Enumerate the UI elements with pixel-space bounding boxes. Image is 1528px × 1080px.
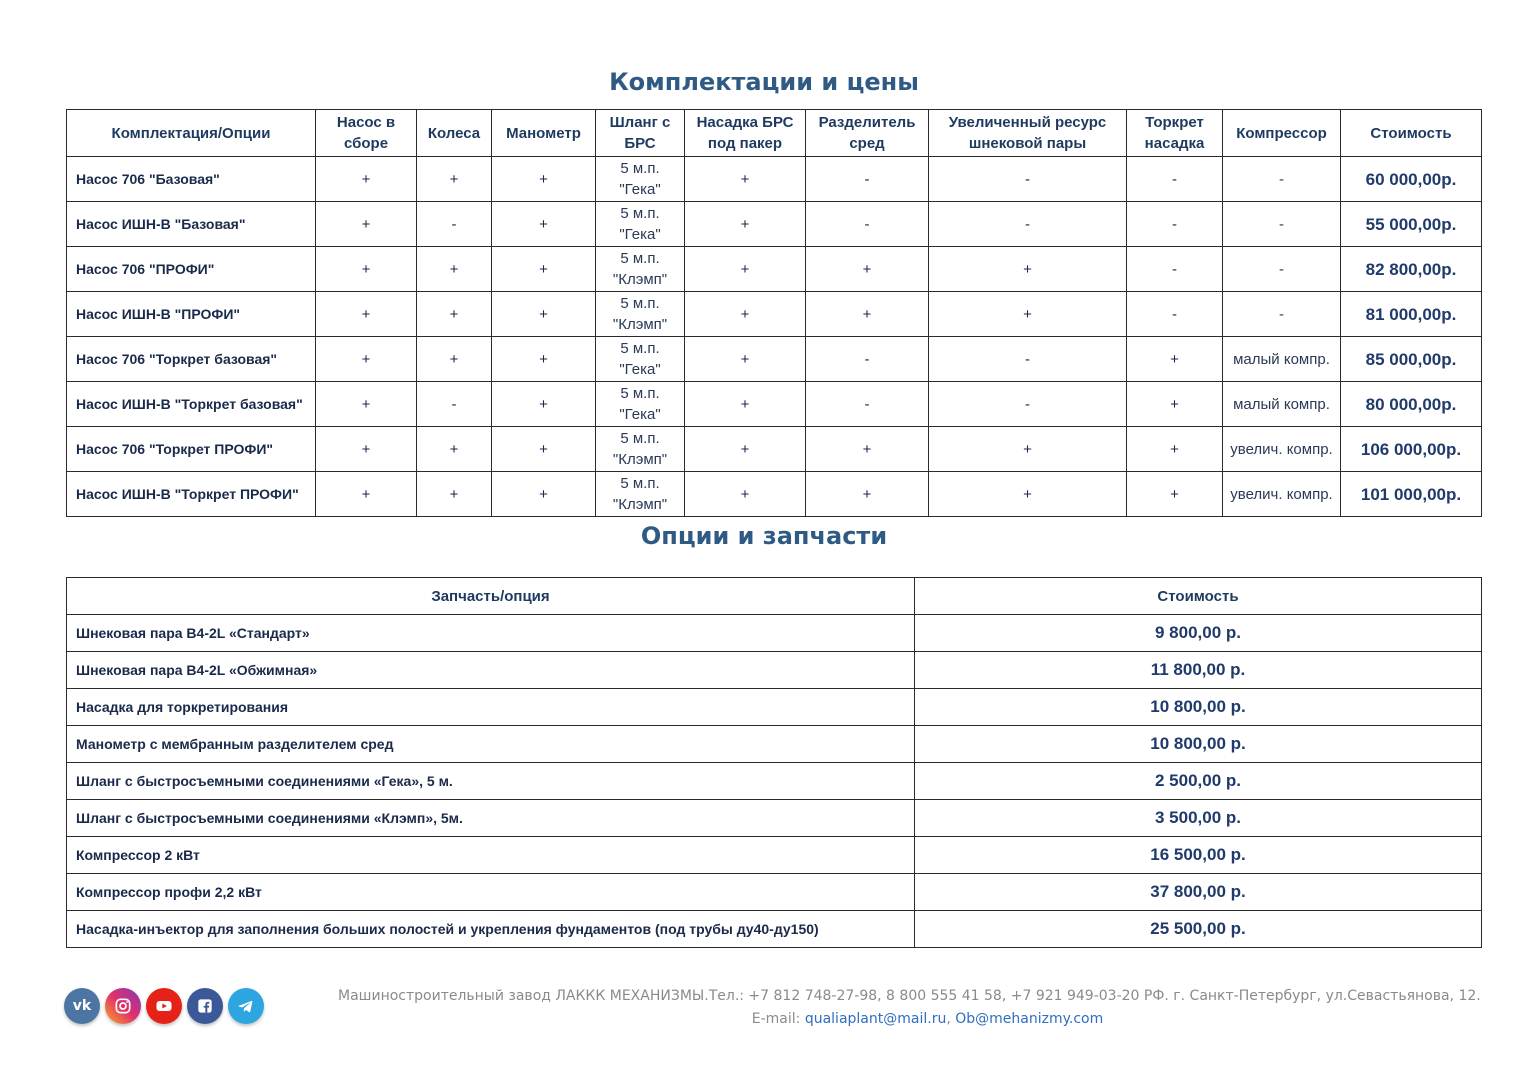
kit-option-cell: + <box>492 382 596 427</box>
kit-option-cell: - <box>417 202 492 247</box>
kits-column-header: Разделитель сред <box>806 110 929 157</box>
kit-hose-cell: 5 м.п. "Клэмп" <box>596 427 685 472</box>
parts-column-header: Стоимость <box>915 578 1482 615</box>
footer-emails <box>0 1011 1528 1027</box>
kit-option-cell: - <box>1127 247 1223 292</box>
part-price-cell: 37 800,00 р. <box>915 874 1482 911</box>
kits-table-row <box>67 427 1482 472</box>
kit-option-cell: + <box>1127 337 1223 382</box>
kit-price-cell: 106 000,00р. <box>1341 427 1482 472</box>
kit-option-cell: - <box>806 202 929 247</box>
kit-option-cell: + <box>417 292 492 337</box>
kit-compressor-cell: увелич. компр. <box>1223 472 1341 517</box>
kit-option-cell: - <box>806 382 929 427</box>
parts-table-row <box>67 911 1482 948</box>
kit-option-cell: + <box>316 292 417 337</box>
kit-option-cell: + <box>316 382 417 427</box>
kit-price-cell: 82 800,00р. <box>1341 247 1482 292</box>
kit-option-cell: - <box>806 157 929 202</box>
kit-option-cell: + <box>492 337 596 382</box>
parts-header-row <box>67 578 1482 615</box>
parts-table-row <box>67 874 1482 911</box>
kit-option-cell: + <box>316 202 417 247</box>
kit-name-cell: Насос 706 "Торкрет ПРОФИ" <box>67 427 316 472</box>
part-price-cell: 11 800,00 р. <box>915 652 1482 689</box>
part-price-cell: 25 500,00 р. <box>915 911 1482 948</box>
kit-option-cell: + <box>685 202 806 247</box>
kit-option-cell: + <box>806 292 929 337</box>
kit-option-cell: + <box>685 427 806 472</box>
kit-option-cell: + <box>685 292 806 337</box>
kits-table-row <box>67 247 1482 292</box>
kit-price-cell: 101 000,00р. <box>1341 472 1482 517</box>
part-price-cell: 2 500,00 р. <box>915 763 1482 800</box>
kit-option-cell: - <box>806 337 929 382</box>
kit-option-cell: + <box>316 472 417 517</box>
kits-table-row <box>67 157 1482 202</box>
kits-table-row <box>67 292 1482 337</box>
part-price-cell: 10 800,00 р. <box>915 689 1482 726</box>
kits-column-header: Насос в сборе <box>316 110 417 157</box>
kit-compressor-cell: - <box>1223 202 1341 247</box>
kit-price-cell: 80 000,00р. <box>1341 382 1482 427</box>
kit-name-cell: Насос 706 "Базовая" <box>67 157 316 202</box>
kit-hose-cell: 5 м.п. "Клэмп" <box>596 292 685 337</box>
part-price-cell: 10 800,00 р. <box>915 726 1482 763</box>
kits-table-row <box>67 202 1482 247</box>
kit-compressor-cell: малый компр. <box>1223 382 1341 427</box>
kit-option-cell: + <box>316 157 417 202</box>
kits-column-header: Насадка БРС под пакер <box>685 110 806 157</box>
kit-option-cell: - <box>929 202 1127 247</box>
kits-table-row <box>67 337 1482 382</box>
footer-contacts: Машиностроительный завод ЛАККК МЕХАНИЗМЫ.Тел.: +7 812 748-27-98, 8 800 555 41 58, +7 921 949-03-20 РФ. г. Санкт-Петербург, ул.Севастьянова, 12. <box>338 988 1481 1004</box>
kit-price-cell: 55 000,00р. <box>1341 202 1482 247</box>
kit-option-cell: - <box>1127 292 1223 337</box>
kit-price-cell: 60 000,00р. <box>1341 157 1482 202</box>
kit-hose-cell: 5 м.п. "Гека" <box>596 157 685 202</box>
part-name-cell: Шланг с быстросъемными соединениями «Гека», 5 м. <box>67 763 915 800</box>
parts-table-row <box>67 800 1482 837</box>
kit-option-cell: + <box>316 247 417 292</box>
parts-column-header: Запчасть/опция <box>67 578 915 615</box>
kit-price-cell: 81 000,00р. <box>1341 292 1482 337</box>
kits-table-row <box>67 472 1482 517</box>
kits-column-header: Увеличенный ресурс шнековой пары <box>929 110 1127 157</box>
part-name-cell: Манометр с мембранным разделителем сред <box>67 726 915 763</box>
kit-option-cell: + <box>685 382 806 427</box>
kit-option-cell: - <box>417 382 492 427</box>
kit-name-cell: Насос ИШН-В "Торкрет ПРОФИ" <box>67 472 316 517</box>
kit-option-cell: + <box>492 202 596 247</box>
kit-option-cell: + <box>417 427 492 472</box>
part-name-cell: Шланг с быстросъемными соединениями «Клэмп», 5м. <box>67 800 915 837</box>
kit-name-cell: Насос 706 "Торкрет базовая" <box>67 337 316 382</box>
kit-option-cell: + <box>806 427 929 472</box>
kit-option-cell: + <box>492 292 596 337</box>
part-price-cell: 9 800,00 р. <box>915 615 1482 652</box>
kit-option-cell: + <box>806 247 929 292</box>
part-name-cell: Шнековая пара В4-2L «Стандарт» <box>67 615 915 652</box>
kit-hose-cell: 5 м.п. "Клэмп" <box>596 472 685 517</box>
kit-option-cell: + <box>417 337 492 382</box>
kit-option-cell: - <box>1127 202 1223 247</box>
kit-compressor-cell: - <box>1223 247 1341 292</box>
kit-option-cell: + <box>929 292 1127 337</box>
kit-price-cell: 85 000,00р. <box>1341 337 1482 382</box>
kit-option-cell: + <box>806 472 929 517</box>
kit-hose-cell: 5 м.п. "Гека" <box>596 202 685 247</box>
kit-compressor-cell: увелич. компр. <box>1223 427 1341 472</box>
part-name-cell: Шнековая пара В4-2L «Обжимная» <box>67 652 915 689</box>
kit-name-cell: Насос ИШН-В "ПРОФИ" <box>67 292 316 337</box>
kit-option-cell: - <box>929 337 1127 382</box>
kits-column-header: Комплектация/Опции <box>67 110 316 157</box>
kits-price-table <box>66 109 1482 517</box>
email-label: E-mail: <box>751 1011 805 1027</box>
kit-option-cell: + <box>492 472 596 517</box>
kit-option-cell: + <box>417 157 492 202</box>
kits-column-header: Торкрет насадка <box>1127 110 1223 157</box>
part-name-cell: Насадка для торкретирования <box>67 689 915 726</box>
kit-option-cell: + <box>1127 472 1223 517</box>
parts-table-row <box>67 837 1482 874</box>
page-title-parts: Опции и запчасти <box>640 522 888 550</box>
email-separator: , <box>946 1011 956 1027</box>
kit-hose-cell: 5 м.п. "Гека" <box>596 382 685 427</box>
part-name-cell: Компрессор профи 2,2 кВт <box>67 874 915 911</box>
page-title-kits: Комплектации и цены <box>609 68 919 96</box>
kit-name-cell: Насос ИШН-В "Базовая" <box>67 202 316 247</box>
kit-option-cell: + <box>492 157 596 202</box>
part-price-cell: 3 500,00 р. <box>915 800 1482 837</box>
kit-compressor-cell: малый компр. <box>1223 337 1341 382</box>
part-name-cell: Компрессор 2 кВт <box>67 837 915 874</box>
parts-table-row <box>67 689 1482 726</box>
kit-option-cell: + <box>1127 427 1223 472</box>
email-link-mehanizmy[interactable]: Ob@mehanizmy.com <box>955 1011 1104 1027</box>
parts-table-row <box>67 615 1482 652</box>
kits-column-header: Шланг с БРС <box>596 110 685 157</box>
kits-column-header: Компрессор <box>1223 110 1341 157</box>
kit-option-cell: - <box>929 382 1127 427</box>
kit-option-cell: + <box>929 247 1127 292</box>
kit-hose-cell: 5 м.п. "Клэмп" <box>596 247 685 292</box>
email-link-qualiaplant[interactable]: qualiaplant@mail.ru <box>804 1011 947 1027</box>
part-price-cell: 16 500,00 р. <box>915 837 1482 874</box>
kit-option-cell: + <box>685 472 806 517</box>
kit-option-cell: + <box>316 337 417 382</box>
parts-table-row <box>67 763 1482 800</box>
kits-column-header: Манометр <box>492 110 596 157</box>
kit-name-cell: Насос 706 "ПРОФИ" <box>67 247 316 292</box>
kit-option-cell: + <box>417 247 492 292</box>
parts-table-row <box>67 726 1482 763</box>
kit-option-cell: + <box>685 337 806 382</box>
kit-name-cell: Насос ИШН-В "Торкрет базовая" <box>67 382 316 427</box>
kit-hose-cell: 5 м.п. "Гека" <box>596 337 685 382</box>
kit-option-cell: + <box>929 472 1127 517</box>
kit-option-cell: + <box>492 427 596 472</box>
kit-option-cell: + <box>316 427 417 472</box>
kits-column-header: Колеса <box>417 110 492 157</box>
part-name-cell: Насадка-инъектор для заполнения больших полостей и укрепления фундаментов (под трубы ду40-ду150) <box>67 911 915 948</box>
kit-option-cell: - <box>929 157 1127 202</box>
parts-price-table <box>66 577 1482 948</box>
kit-option-cell: + <box>929 427 1127 472</box>
kit-option-cell: - <box>1127 157 1223 202</box>
vk-icon-label: vk <box>72 998 92 1014</box>
kit-compressor-cell: - <box>1223 292 1341 337</box>
kits-header-row <box>67 110 1482 157</box>
kit-option-cell: + <box>1127 382 1223 427</box>
parts-table-row <box>67 652 1482 689</box>
kit-option-cell: + <box>417 472 492 517</box>
kit-compressor-cell: - <box>1223 157 1341 202</box>
kit-option-cell: + <box>685 247 806 292</box>
kits-table-row <box>67 382 1482 427</box>
kit-option-cell: + <box>492 247 596 292</box>
kit-option-cell: + <box>685 157 806 202</box>
kits-column-header: Стоимость <box>1341 110 1482 157</box>
